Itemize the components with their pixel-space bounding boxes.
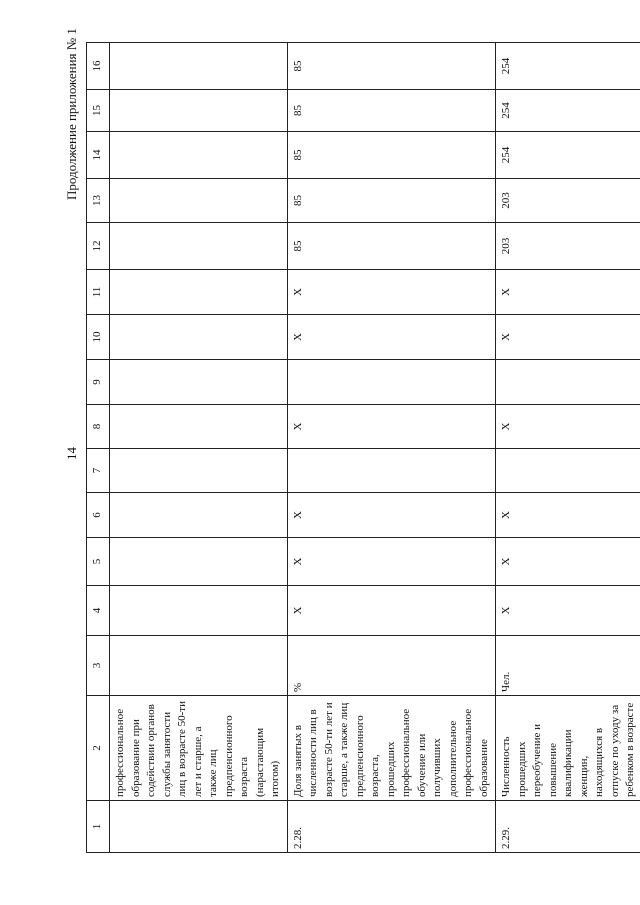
table-row	[110, 43, 288, 853]
value-cell	[110, 179, 288, 223]
value-cell	[496, 360, 640, 405]
value-cell	[287, 360, 496, 405]
value-cell: X	[496, 586, 640, 636]
value-cell	[110, 90, 288, 132]
value-cell: 85	[287, 90, 496, 132]
indicator-name: Численность прошедших переобучение и повышение квалификации женщин, находящихся в отпуске по уходу за ребенком в возрасте	[496, 696, 640, 801]
header-cell: 5	[87, 538, 110, 586]
value-cell: 203	[496, 223, 640, 270]
value-cell: 85	[287, 132, 496, 179]
header-cell: 12	[87, 223, 110, 270]
header-cell: 1	[87, 801, 110, 853]
page-number: 14	[64, 447, 79, 460]
value-cell: 85	[287, 179, 496, 223]
continuation-title: Продолжение приложения № 1	[64, 28, 79, 200]
value-cell	[110, 360, 288, 405]
value-cell: 254	[496, 90, 640, 132]
table-row	[287, 43, 496, 853]
value-cell	[110, 223, 288, 270]
value-cell	[110, 586, 288, 636]
value-cell: 203	[496, 179, 640, 223]
value-cell: X	[496, 538, 640, 586]
value-cell: X	[496, 405, 640, 449]
header-cell: 9	[87, 360, 110, 405]
row-number: 2.28.	[287, 801, 496, 853]
value-cell: X	[496, 315, 640, 360]
value-cell: X	[287, 586, 496, 636]
value-cell	[287, 449, 496, 493]
header-cell: 6	[87, 493, 110, 538]
value-cell: X	[496, 493, 640, 538]
header-row	[87, 43, 110, 853]
header-cell: 16	[87, 43, 110, 90]
header-cell: 10	[87, 315, 110, 360]
value-cell: 85	[287, 223, 496, 270]
header-cell: 13	[87, 179, 110, 223]
header-cell: 4	[87, 586, 110, 636]
header-cell: 11	[87, 270, 110, 315]
indicator-name: Доля занятых в численности лиц в возрасте 50-ти лет и старше, а также лиц предпенсионного возраста, прошедших профессиональное обучение или получивших дополнительное профессиональное образование	[287, 696, 496, 801]
value-cell: 254	[496, 43, 640, 90]
value-cell	[496, 449, 640, 493]
value-cell: X	[287, 493, 496, 538]
value-cell	[110, 43, 288, 90]
value-cell	[110, 405, 288, 449]
header-cell: 15	[87, 90, 110, 132]
value-cell	[110, 315, 288, 360]
value-cell	[110, 270, 288, 315]
header-cell: 7	[87, 449, 110, 493]
value-cell: X	[287, 538, 496, 586]
value-cell: 254	[496, 132, 640, 179]
unit-cell: %	[287, 636, 496, 696]
indicator-name: профессиональное образование при содействии органов службы занятости лиц в возрасте 50-ти лет и старше, а также лиц предпенсионного возраста (нарастающим итогом)	[110, 696, 288, 801]
unit-cell: Чел.	[496, 636, 640, 696]
header-cell: 8	[87, 405, 110, 449]
header-cell: 14	[87, 132, 110, 179]
table-row	[496, 43, 640, 853]
value-cell: X	[496, 270, 640, 315]
value-cell	[110, 538, 288, 586]
header-cell: 3	[87, 636, 110, 696]
header-cell: 2	[87, 696, 110, 801]
value-cell: X	[287, 315, 496, 360]
value-cell: X	[287, 270, 496, 315]
value-cell	[110, 449, 288, 493]
value-cell	[110, 493, 288, 538]
indicator-table	[86, 42, 640, 853]
value-cell	[110, 132, 288, 179]
value-cell: X	[287, 405, 496, 449]
row-number: 2.29.	[496, 801, 640, 853]
value-cell: 85	[287, 43, 496, 90]
unit-cell	[110, 636, 288, 696]
row-number	[110, 801, 288, 853]
